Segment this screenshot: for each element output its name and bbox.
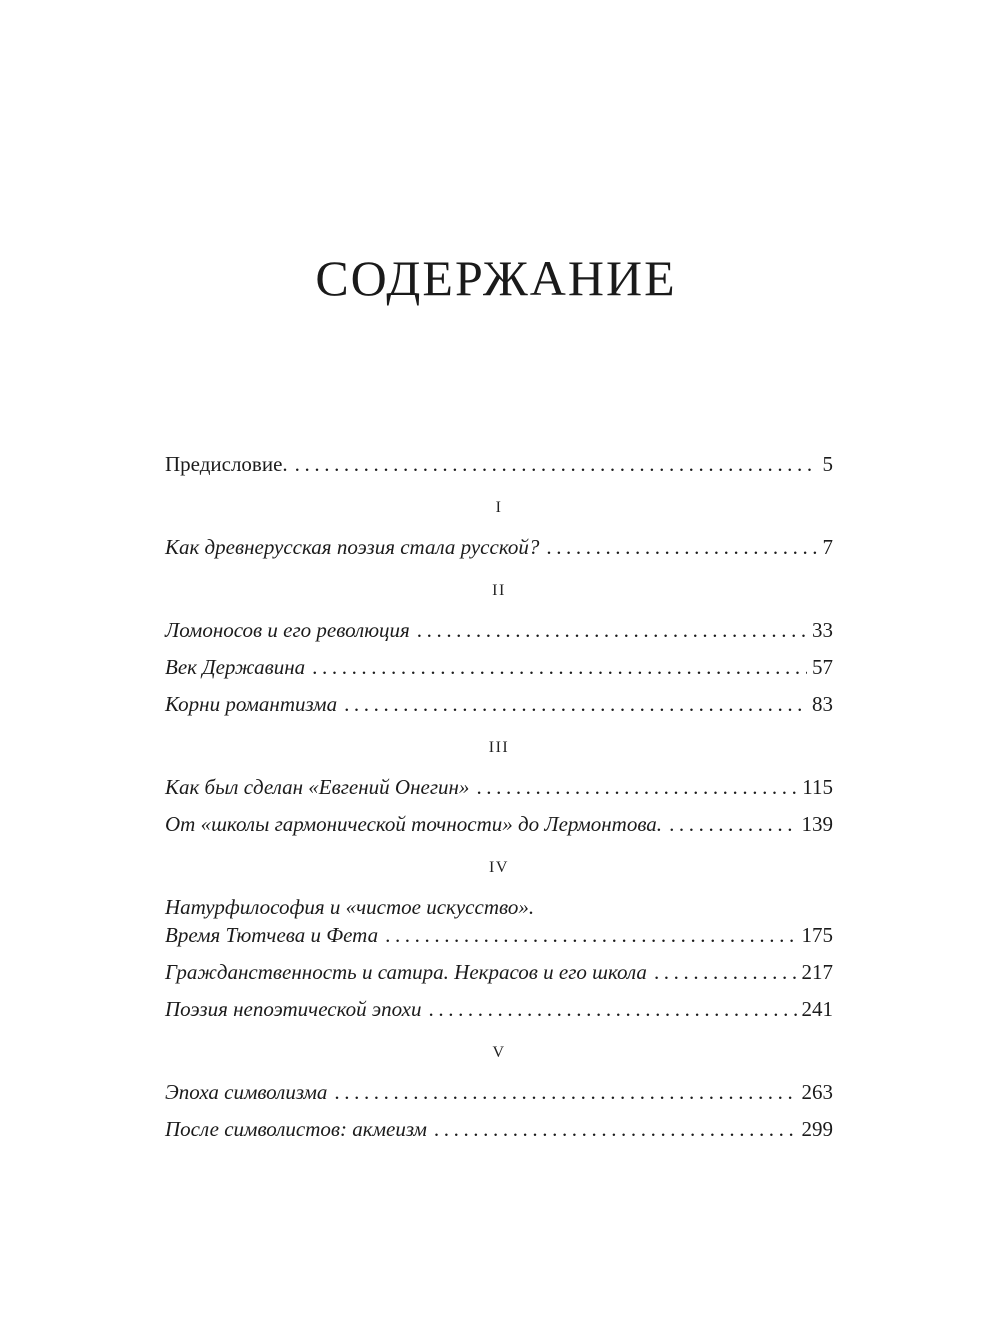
toc-entry-line-2 bbox=[165, 924, 833, 947]
page-number: 115 bbox=[802, 775, 833, 799]
toc-entry bbox=[165, 656, 833, 679]
leader-dots bbox=[312, 656, 807, 679]
toc-entry bbox=[165, 693, 833, 716]
leader-dots bbox=[344, 693, 807, 716]
toc-entry-title: Гражданственность и сатира. Некрасов и его школа bbox=[165, 960, 647, 984]
section-numeral: V bbox=[492, 1044, 506, 1061]
toc-entry bbox=[165, 998, 833, 1021]
toc-entry bbox=[165, 619, 833, 642]
leader-dots bbox=[417, 619, 807, 642]
page-number: 83 bbox=[812, 692, 833, 716]
toc-entry bbox=[165, 1118, 833, 1141]
leader-dots bbox=[434, 1118, 797, 1141]
toc-entry-title: Натурфилософия и «чистое искусство». bbox=[165, 895, 535, 919]
section-numeral: I bbox=[495, 499, 503, 516]
toc-entry bbox=[165, 453, 833, 476]
leader-dots bbox=[334, 1081, 796, 1104]
section-numeral: II bbox=[492, 582, 506, 599]
page-number: 139 bbox=[801, 812, 833, 836]
toc-entry bbox=[165, 776, 833, 799]
toc-entry bbox=[165, 536, 833, 559]
toc-entry-title: Предисловие. bbox=[165, 452, 288, 476]
page-title: СОДЕРЖАНИЕ bbox=[315, 250, 677, 306]
leader-dots bbox=[295, 453, 818, 476]
page-number: 299 bbox=[801, 1117, 833, 1141]
toc-entry-title: Корни романтизма bbox=[165, 692, 338, 716]
leader-dots bbox=[546, 536, 817, 559]
toc-entry-title: Как древнерусская поэзия стала русской? bbox=[165, 535, 540, 559]
toc-entry-title: Время Тютчева и Фета bbox=[165, 923, 379, 947]
page-number: 57 bbox=[812, 655, 833, 679]
leader-dots bbox=[669, 813, 796, 836]
toc-entry-line-1 bbox=[165, 896, 833, 919]
toc-entry bbox=[165, 961, 833, 984]
page-number: 5 bbox=[822, 452, 833, 476]
page-number: 217 bbox=[801, 960, 833, 984]
page-number: 175 bbox=[801, 923, 833, 947]
toc-entry-title: После символистов: акмеизм bbox=[165, 1117, 427, 1141]
toc-entry-title: Век Державина bbox=[165, 655, 306, 679]
leader-dots bbox=[654, 961, 797, 984]
page-number: 33 bbox=[812, 618, 833, 642]
toc-entry-title: Поэзия непоэтической эпохи bbox=[165, 997, 422, 1021]
toc-entry-title: От «школы гармонической точности» до Лермонтова. bbox=[165, 812, 663, 836]
section-numeral: III bbox=[488, 739, 510, 756]
page-number: 241 bbox=[801, 997, 833, 1021]
table-of-contents bbox=[165, 453, 833, 1141]
toc-entry-title: Эпоха символизма bbox=[165, 1080, 328, 1104]
leader-dots bbox=[385, 924, 796, 947]
leader-dots bbox=[429, 998, 797, 1021]
toc-entry-title: Как был сделан «Евгений Онегин» bbox=[165, 775, 470, 799]
toc-entry-title: Ломоносов и его революция bbox=[165, 618, 410, 642]
page-number: 263 bbox=[801, 1080, 833, 1104]
leader-dots bbox=[476, 776, 797, 799]
toc-entry bbox=[165, 1081, 833, 1104]
page-number: 7 bbox=[822, 535, 833, 559]
section-numeral: IV bbox=[489, 859, 509, 876]
toc-entry bbox=[165, 813, 833, 836]
